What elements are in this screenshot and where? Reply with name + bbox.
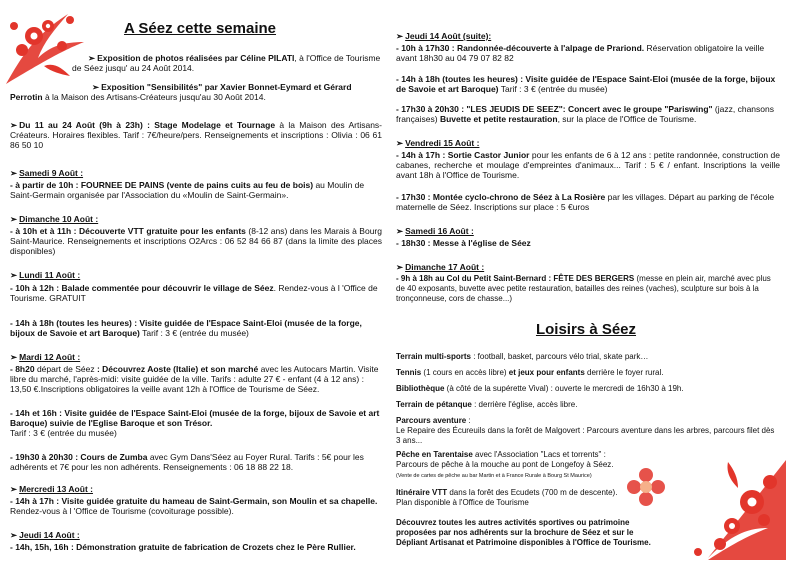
floral-ornament-icon bbox=[4, 6, 90, 86]
jeudi-14-randonnee: - 10h à 17h30 : Randonnée-découverte à l'alpage de Prariond. Réservation obligatoire la veille avant 18h30 au 04 79 07 82 82 bbox=[396, 43, 765, 64]
dimanche-10-event: - à 10h et à 11h : Découverte VTT gratuite pour les enfants (8-12 ans) dans les Marais à Bourg Saint-Maurice. Renseignements et inscriptions O2Arcs : 06 52 84 66 87 (dans la limite des places disponibles) bbox=[10, 226, 382, 257]
lundi-11-event-1: - 10h à 12h : Balade commentée pour découvrir le village de Séez. Rendez-vous à l 'Office de Tourisme. GRATUIT bbox=[10, 283, 378, 304]
loisir-decouvrez: Découvrez toutes les autres activités sportives ou patrimoine proposées par nos adhérents sur la brochure de Séez et sur le Dépliant Artisanat et Patrimoine disponibles à l'Office de Tourisme. bbox=[396, 518, 651, 548]
mercredi-13-event: - 14h à 17h : Visite guidée gratuite du hameau de Saint-Germain, son Moulin et sa chapelle. Rendez-vous à l 'Office de Tourisme (covoiturage possible). bbox=[10, 496, 378, 517]
dimanche-10-header: ➢ Dimanche 10 Août : bbox=[10, 214, 99, 224]
samedi-9-header: ➢ Samedi 9 Août : bbox=[10, 168, 84, 178]
samedi-16-messe: - 18h30 : Messe à l'église de Séez bbox=[396, 238, 531, 248]
lundi-11-event-2: - 14h à 18h (toutes les heures) : Visite guidée de l'Espace Saint-Eloi (musée de la forge, bijoux de Savoie et art Baroque) Tarif : 3 € (entrée du musée) bbox=[10, 318, 362, 339]
arrow-bullet-icon: ➢ bbox=[396, 226, 404, 236]
vendredi-15-cyclo: - 17h30 : Montée cyclo-chrono de Séez à La Rosière par les villages. Départ au parking de l'école maternelle de Séez. Inscriptions sur place : 5 €uros bbox=[396, 192, 775, 213]
loisir-vtt: Itinéraire VTT dans la forêt des Ecudets (700 m de descente). Plan disponible à l'Office de Tourisme bbox=[396, 488, 618, 508]
loisirs-title: Loisirs à Séez bbox=[535, 321, 637, 338]
floral-ornament-icon bbox=[668, 458, 788, 562]
stage-modelage: ➢ Du 11 au 24 Août (9h à 23h) : Stage Modelage et Tournage à la Maison des Artisans-Créateurs. Horaires flexibles. Tarif : 7€/heure/pers. Renseignements et inscriptions : Olivia : 06 61 86 50 10 bbox=[10, 120, 382, 151]
left-title: A Séez cette semaine bbox=[123, 20, 277, 37]
dimanche-17-header: ➢ Dimanche 17 Août : bbox=[396, 262, 485, 272]
vendredi-15-castor: - 14h à 17h : Sortie Castor Junior pour les enfants de 6 à 12 ans : petite randonnée, construction de cabanes, recherche et moulage d'empreintes d'animaux... Tarif : 5 € / enfant. Inscriptions la veille avant 18h à l'Office de Tourisme. bbox=[396, 150, 780, 181]
expo-sensibilites: ➢ Exposition "Sensibilités" par Xavier Bonnet-Eymard et Gérard Perrotin à la Maison des Artisans-Créateurs jusqu'au 30 Août 2014. bbox=[10, 82, 352, 103]
jeudi-14-concert: - 17h30 à 20h30 : "LES JEUDIS DE SEEZ": Concert avec le groupe "Pariswing" (jazz, chansons françaises) Buvette et petite restauration, sur la place de l'Office de Tourisme. bbox=[396, 104, 774, 125]
arrow-bullet-icon: ➢ bbox=[10, 270, 18, 280]
samedi-9-event: - à partir de 10h : FOURNEE DE PAINS (vente de pains cuits au feu de bois) au Moulin de Saint-Germain organisée par l'Association du «Moulin de Saint-Germain». bbox=[10, 180, 365, 201]
expo-photo: ➢ Exposition de photos réalisées par Céline PILATI, à l'Office de Tourisme de Séez jusqu' au 24 Août 2014. bbox=[72, 53, 381, 74]
arrow-bullet-icon: ➢ bbox=[88, 53, 96, 63]
loisir-parcours-aventure: Parcours aventure : Le Repaire des Écureuils dans la forêt de Malgovert : Parcours aventure dans les arbres, parcours filet dès 3 ans... bbox=[396, 416, 775, 446]
loisir-petanque: Terrain de pétanque : derrière l'église, accès libre. bbox=[396, 400, 578, 409]
arrow-bullet-icon: ➢ bbox=[396, 262, 404, 272]
arrow-bullet-icon: ➢ bbox=[10, 214, 18, 224]
jeudi-14-suite-header: ➢ Jeudi 14 Août (suite): bbox=[396, 31, 492, 41]
mardi-12-event-3: - 19h30 à 20h30 : Cours de Zumba avec Gym Dans'Séez au Foyer Rural. Tarifs : 5€ pour les adhérents et 7€ pour les non adhérents. Renseignements : 06 18 88 22 18. bbox=[10, 452, 364, 473]
arrow-bullet-icon: ➢ bbox=[10, 484, 18, 494]
vendredi-15-header: ➢ Vendredi 15 Août : bbox=[396, 138, 480, 148]
loisir-bibliotheque: Bibliothèque (à côté de la supérette Vival) : ouverte le mercredi de 16h30 à 19h. bbox=[396, 384, 684, 393]
arrow-bullet-icon: ➢ bbox=[10, 352, 18, 362]
jeudi-14-header: ➢ Jeudi 14 Août : bbox=[10, 530, 80, 540]
arrow-bullet-icon: ➢ bbox=[396, 31, 404, 41]
arrow-bullet-icon: ➢ bbox=[10, 168, 18, 178]
loisir-peche: Pêche en Tarentaise avec l'Association "Lacs et torrents" : Parcours de pêche à la mouche au pont de Longefoy à Séez. (Vente de cartes de pêche au bar Martin et à France Rurale à Bourg St Maurice) bbox=[396, 450, 614, 480]
jeudi-14-visite: - 14h à 18h (toutes les heures) : Visite guidée de l'Espace Saint-Eloi (musée de la forge, bijoux de Savoie et art Baroque) Tarif : 3 € (entrée du musée) bbox=[396, 74, 776, 95]
samedi-16-header: ➢ Samedi 16 Août : bbox=[396, 226, 474, 236]
arrow-bullet-icon: ➢ bbox=[92, 82, 100, 92]
jeudi-14-event: - 14h, 15h, 16h : Démonstration gratuite de fabrication de Crozets chez le Père Rullier. bbox=[10, 542, 356, 552]
loisir-tennis: Tennis (1 cours en accès libre) et jeux pour enfants derrière le foyer rural. bbox=[396, 368, 664, 377]
mardi-12-header: ➢ Mardi 12 Août : bbox=[10, 352, 81, 362]
mercredi-13-header: ➢ Mercredi 13 Août : bbox=[10, 484, 93, 494]
dimanche-17-fete: - 9h à 18h au Col du Petit Saint-Bernard : FÊTE DES BERGERS (messe en plein air, marché avec plus de 40 exposants, buvette avec petite restauration, batailles des reines (vaches), sculpture sur bois à la tronçonneuse, cors de chasse...) bbox=[396, 274, 771, 304]
lundi-11-header: ➢ Lundi 11 Août : bbox=[10, 270, 81, 280]
arrow-bullet-icon: ➢ bbox=[10, 120, 18, 130]
mardi-12-event-2: - 14h et 16h : Visite guidée de l'Espace Saint-Eloi (musée de la forge, bijoux de Savoie et art Baroque) suivie de l'Eglise Baroque et son Trésor. Tarif : 3 € (entrée du musée) bbox=[10, 408, 380, 439]
arrow-bullet-icon: ➢ bbox=[396, 138, 404, 148]
mardi-12-event-1: - 8h20 départ de Séez : Découvrez Aoste (Italie) et son marché avec les Autocars Martin. Visite libre du marché, l'après-midi: visite guidée de la ville. Tarifs : adulte 27 € - enfant (4 à 12 ans) : 13,50 €.Inscriptions obligatoires la veille avant 12h à l'Office de Tourisme de Séez. bbox=[10, 364, 379, 395]
arrow-bullet-icon: ➢ bbox=[10, 530, 18, 540]
loisir-multisports: Terrain multi-sports : football, basket, parcours vélo trial, skate park… bbox=[396, 352, 649, 361]
